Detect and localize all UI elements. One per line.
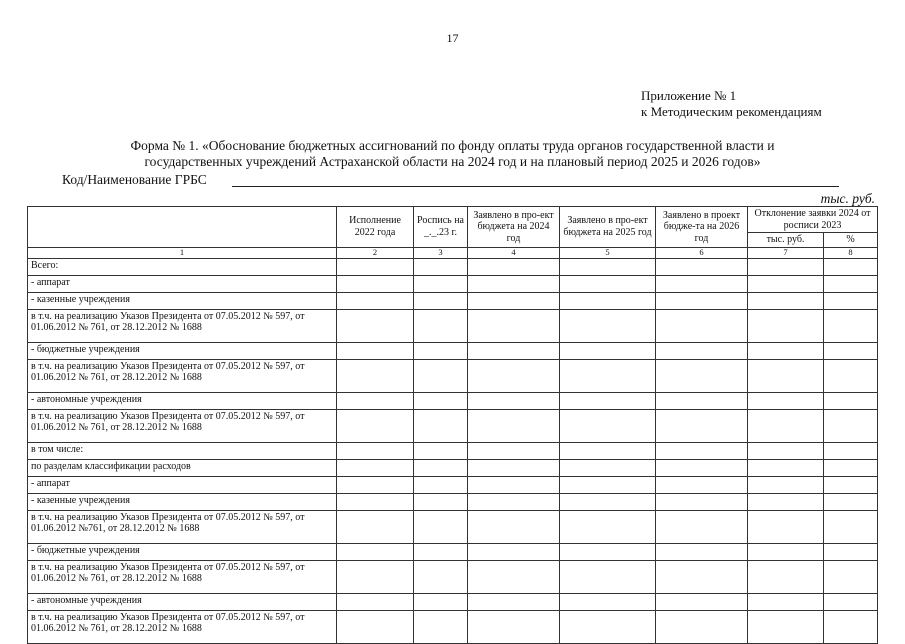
value-cell-col-5[interactable]: [560, 442, 656, 459]
value-cell-col-8[interactable]: [824, 610, 878, 643]
column-number: 7: [748, 247, 824, 258]
value-cell-col-7[interactable]: [748, 510, 824, 543]
value-cell-col-8[interactable]: [824, 258, 878, 275]
value-cell-col-3[interactable]: [414, 476, 468, 493]
row-label: в т.ч. на реализацию Указов Президента от 07.05.2012 № 597, от 01.06.2012 № 761, от 28.12.2012 № 1688: [28, 610, 337, 643]
row-label: Всего:: [28, 258, 337, 275]
value-cell-col-5[interactable]: [560, 510, 656, 543]
value-cell-col-6[interactable]: [656, 392, 748, 409]
value-cell-col-6[interactable]: [656, 560, 748, 593]
units-label: тыс. руб.: [820, 191, 875, 206]
column-number: 3: [414, 247, 468, 258]
table-row: [28, 493, 878, 510]
appendix-line-1: Приложение № 1: [641, 88, 737, 103]
table-row: [28, 476, 878, 493]
value-cell-col-8[interactable]: [824, 510, 878, 543]
row-label: - автономные учреждения: [28, 392, 337, 409]
column-number: 4: [468, 247, 560, 258]
table-row: [28, 292, 878, 309]
value-cell-col-3[interactable]: [414, 459, 468, 476]
value-cell-col-3[interactable]: [414, 275, 468, 292]
value-cell-col-4[interactable]: [468, 359, 560, 392]
row-label: - бюджетные учреждения: [28, 543, 337, 560]
value-cell-col-6[interactable]: [656, 292, 748, 309]
value-cell-col-7[interactable]: [748, 258, 824, 275]
value-cell-col-3[interactable]: [414, 392, 468, 409]
value-cell-col-2[interactable]: [337, 275, 414, 292]
value-cell-col-5[interactable]: [560, 593, 656, 610]
value-cell-col-6[interactable]: [656, 510, 748, 543]
form-title-line-2: государственных учреждений Астраханской области на 2024 год и на плановый период 2025 и 2026 годов»: [144, 154, 761, 169]
value-cell-col-5[interactable]: [560, 292, 656, 309]
header-description: [28, 207, 337, 248]
value-cell-col-8[interactable]: [824, 342, 878, 359]
value-cell-col-6[interactable]: [656, 409, 748, 442]
value-cell-col-3[interactable]: [414, 560, 468, 593]
value-cell-col-3[interactable]: [414, 593, 468, 610]
value-cell-col-2[interactable]: [337, 258, 414, 275]
value-cell-col-6[interactable]: [656, 359, 748, 392]
page-number: 17: [446, 31, 459, 45]
row-label: - аппарат: [28, 476, 337, 493]
value-cell-col-4[interactable]: [468, 543, 560, 560]
value-cell-col-7[interactable]: [748, 275, 824, 292]
value-cell-col-6[interactable]: [656, 543, 748, 560]
appendix-caption: [641, 88, 822, 120]
value-cell-col-2[interactable]: [337, 359, 414, 392]
value-cell-col-7[interactable]: [748, 610, 824, 643]
table-row: [28, 560, 878, 593]
value-cell-col-8[interactable]: [824, 392, 878, 409]
value-cell-col-5[interactable]: [560, 275, 656, 292]
value-cell-col-5[interactable]: [560, 392, 656, 409]
table-row: [28, 258, 878, 275]
value-cell-col-4[interactable]: [468, 459, 560, 476]
value-cell-col-4[interactable]: [468, 442, 560, 459]
table-row: [28, 543, 878, 560]
table-body: [28, 258, 878, 643]
value-cell-col-8[interactable]: [824, 593, 878, 610]
column-number: 6: [656, 247, 748, 258]
value-cell-col-2[interactable]: [337, 476, 414, 493]
table-row: [28, 392, 878, 409]
value-cell-col-6[interactable]: [656, 275, 748, 292]
value-cell-col-8[interactable]: [824, 442, 878, 459]
value-cell-col-4[interactable]: [468, 610, 560, 643]
column-number-row: [28, 247, 878, 258]
value-cell-col-3[interactable]: [414, 442, 468, 459]
row-label: - автономные учреждения: [28, 593, 337, 610]
value-cell-col-8[interactable]: [824, 493, 878, 510]
value-cell-col-4[interactable]: [468, 493, 560, 510]
value-cell-col-3[interactable]: [414, 359, 468, 392]
grbs-input-line: [232, 186, 839, 187]
value-cell-col-6[interactable]: [656, 309, 748, 342]
value-cell-col-2[interactable]: [337, 560, 414, 593]
value-cell-col-5[interactable]: [560, 342, 656, 359]
value-cell-col-8[interactable]: [824, 409, 878, 442]
row-label: в т.ч. на реализацию Указов Президента от 07.05.2012 № 597, от 01.06.2012 № 761, от 28.12.2012 № 1688: [28, 560, 337, 593]
value-cell-col-5[interactable]: [560, 409, 656, 442]
header-requested-2026: Заявлено в проект бюдже-та на 2026 год: [656, 207, 748, 248]
header-requested-2025: Заявлено в про-ект бюджета на 2025 год: [560, 207, 656, 248]
value-cell-col-5[interactable]: [560, 459, 656, 476]
value-cell-col-4[interactable]: [468, 309, 560, 342]
table-row: [28, 275, 878, 292]
value-cell-col-3[interactable]: [414, 610, 468, 643]
row-label: - казенные учреждения: [28, 292, 337, 309]
value-cell-col-3[interactable]: [414, 510, 468, 543]
value-cell-col-4[interactable]: [468, 275, 560, 292]
value-cell-col-3[interactable]: [414, 292, 468, 309]
value-cell-col-3[interactable]: [414, 258, 468, 275]
value-cell-col-3[interactable]: [414, 493, 468, 510]
value-cell-col-2[interactable]: [337, 510, 414, 543]
value-cell-col-2[interactable]: [337, 593, 414, 610]
value-cell-col-8[interactable]: [824, 292, 878, 309]
value-cell-col-7[interactable]: [748, 392, 824, 409]
row-label: в т.ч. на реализацию Указов Президента от 07.05.2012 № 597, от 01.06.2012 № 761, от 28.12.2012 № 1688: [28, 409, 337, 442]
value-cell-col-3[interactable]: [414, 409, 468, 442]
column-number: 2: [337, 247, 414, 258]
row-label: в т.ч. на реализацию Указов Президента от 07.05.2012 № 597, от 01.06.2012 № 761, от 28.12.2012 № 1688: [28, 359, 337, 392]
value-cell-col-7[interactable]: [748, 359, 824, 392]
grbs-label: Код/Наименование ГРБС: [62, 172, 207, 187]
row-label: в т.ч. на реализацию Указов Президента от 07.05.2012 № 597, от 01.06.2012 № 761, от 28.12.2012 № 1688: [28, 309, 337, 342]
value-cell-col-5[interactable]: [560, 610, 656, 643]
value-cell-col-4[interactable]: [468, 342, 560, 359]
value-cell-col-7[interactable]: [748, 342, 824, 359]
value-cell-col-4[interactable]: [468, 476, 560, 493]
table-row: [28, 593, 878, 610]
value-cell-col-2[interactable]: [337, 543, 414, 560]
value-cell-col-6[interactable]: [656, 258, 748, 275]
table-row: [28, 359, 878, 392]
value-cell-col-4[interactable]: [468, 510, 560, 543]
value-cell-col-3[interactable]: [414, 309, 468, 342]
value-cell-col-5[interactable]: [560, 476, 656, 493]
value-cell-col-4[interactable]: [468, 593, 560, 610]
value-cell-col-7[interactable]: [748, 560, 824, 593]
header-deviation-percent: %: [824, 233, 878, 248]
value-cell-col-2[interactable]: [337, 409, 414, 442]
value-cell-col-8[interactable]: [824, 476, 878, 493]
header-deviation-group: Отклонение заявки 2024 от росписи 2023: [748, 207, 878, 233]
value-cell-col-6[interactable]: [656, 593, 748, 610]
table-row: [28, 610, 878, 643]
header-requested-2024: Заявлено в про-ект бюджета на 2024 год: [468, 207, 560, 248]
value-cell-col-6[interactable]: [656, 493, 748, 510]
value-cell-col-5[interactable]: [560, 560, 656, 593]
row-label: - аппарат: [28, 275, 337, 292]
value-cell-col-7[interactable]: [748, 409, 824, 442]
value-cell-col-5[interactable]: [560, 258, 656, 275]
value-cell-col-7[interactable]: [748, 476, 824, 493]
value-cell-col-2[interactable]: [337, 493, 414, 510]
header-schedule-23: Роспись на _._.23 г.: [414, 207, 468, 248]
table-row: [28, 309, 878, 342]
table-row: [28, 409, 878, 442]
value-cell-col-8[interactable]: [824, 560, 878, 593]
value-cell-col-4[interactable]: [468, 258, 560, 275]
value-cell-col-6[interactable]: [656, 610, 748, 643]
header-deviation-rub: тыс. руб.: [748, 233, 824, 248]
value-cell-col-7[interactable]: [748, 493, 824, 510]
value-cell-col-5[interactable]: [560, 493, 656, 510]
table-row: [28, 442, 878, 459]
value-cell-col-4[interactable]: [468, 292, 560, 309]
value-cell-col-7[interactable]: [748, 459, 824, 476]
value-cell-col-4[interactable]: [468, 409, 560, 442]
column-number: 5: [560, 247, 656, 258]
value-cell-col-3[interactable]: [414, 342, 468, 359]
header-row: [28, 207, 878, 233]
column-number: 1: [28, 247, 337, 258]
row-label: - бюджетные учреждения: [28, 342, 337, 359]
value-cell-col-6[interactable]: [656, 459, 748, 476]
value-cell-col-5[interactable]: [560, 543, 656, 560]
value-cell-col-2[interactable]: [337, 342, 414, 359]
value-cell-col-8[interactable]: [824, 275, 878, 292]
value-cell-col-2[interactable]: [337, 442, 414, 459]
value-cell-col-3[interactable]: [414, 543, 468, 560]
table-row: [28, 342, 878, 359]
budget-form-table: [27, 206, 878, 644]
form-title-line-1: Форма № 1. «Обоснование бюджетных ассигнований по фонду оплаты труда органов государственной власти и: [130, 138, 775, 153]
value-cell-col-2[interactable]: [337, 309, 414, 342]
value-cell-col-2[interactable]: [337, 292, 414, 309]
value-cell-col-8[interactable]: [824, 309, 878, 342]
value-cell-col-5[interactable]: [560, 359, 656, 392]
value-cell-col-8[interactable]: [824, 359, 878, 392]
table-row: [28, 510, 878, 543]
value-cell-col-7[interactable]: [748, 543, 824, 560]
value-cell-col-8[interactable]: [824, 459, 878, 476]
value-cell-col-7[interactable]: [748, 292, 824, 309]
value-cell-col-2[interactable]: [337, 610, 414, 643]
value-cell-col-6[interactable]: [656, 342, 748, 359]
row-label: в т.ч. на реализацию Указов Президента от 07.05.2012 № 597, от 01.06.2012 №761, от 28.12.2012 № 1688: [28, 510, 337, 543]
header-execution-2022: Исполнение 2022 года: [337, 207, 414, 248]
value-cell-col-2[interactable]: [337, 459, 414, 476]
row-label: в том числе:: [28, 442, 337, 459]
value-cell-col-4[interactable]: [468, 560, 560, 593]
value-cell-col-8[interactable]: [824, 543, 878, 560]
table-row: [28, 459, 878, 476]
value-cell-col-7[interactable]: [748, 309, 824, 342]
value-cell-col-5[interactable]: [560, 309, 656, 342]
value-cell-col-6[interactable]: [656, 476, 748, 493]
row-label: по разделам классификации расходов: [28, 459, 337, 476]
value-cell-col-7[interactable]: [748, 593, 824, 610]
column-number: 8: [824, 247, 878, 258]
form-title: [0, 138, 905, 170]
value-cell-col-2[interactable]: [337, 392, 414, 409]
value-cell-col-6[interactable]: [656, 442, 748, 459]
value-cell-col-7[interactable]: [748, 442, 824, 459]
appendix-line-2: к Методическим рекомендациям: [641, 104, 822, 119]
value-cell-col-4[interactable]: [468, 392, 560, 409]
row-label: - казенные учреждения: [28, 493, 337, 510]
